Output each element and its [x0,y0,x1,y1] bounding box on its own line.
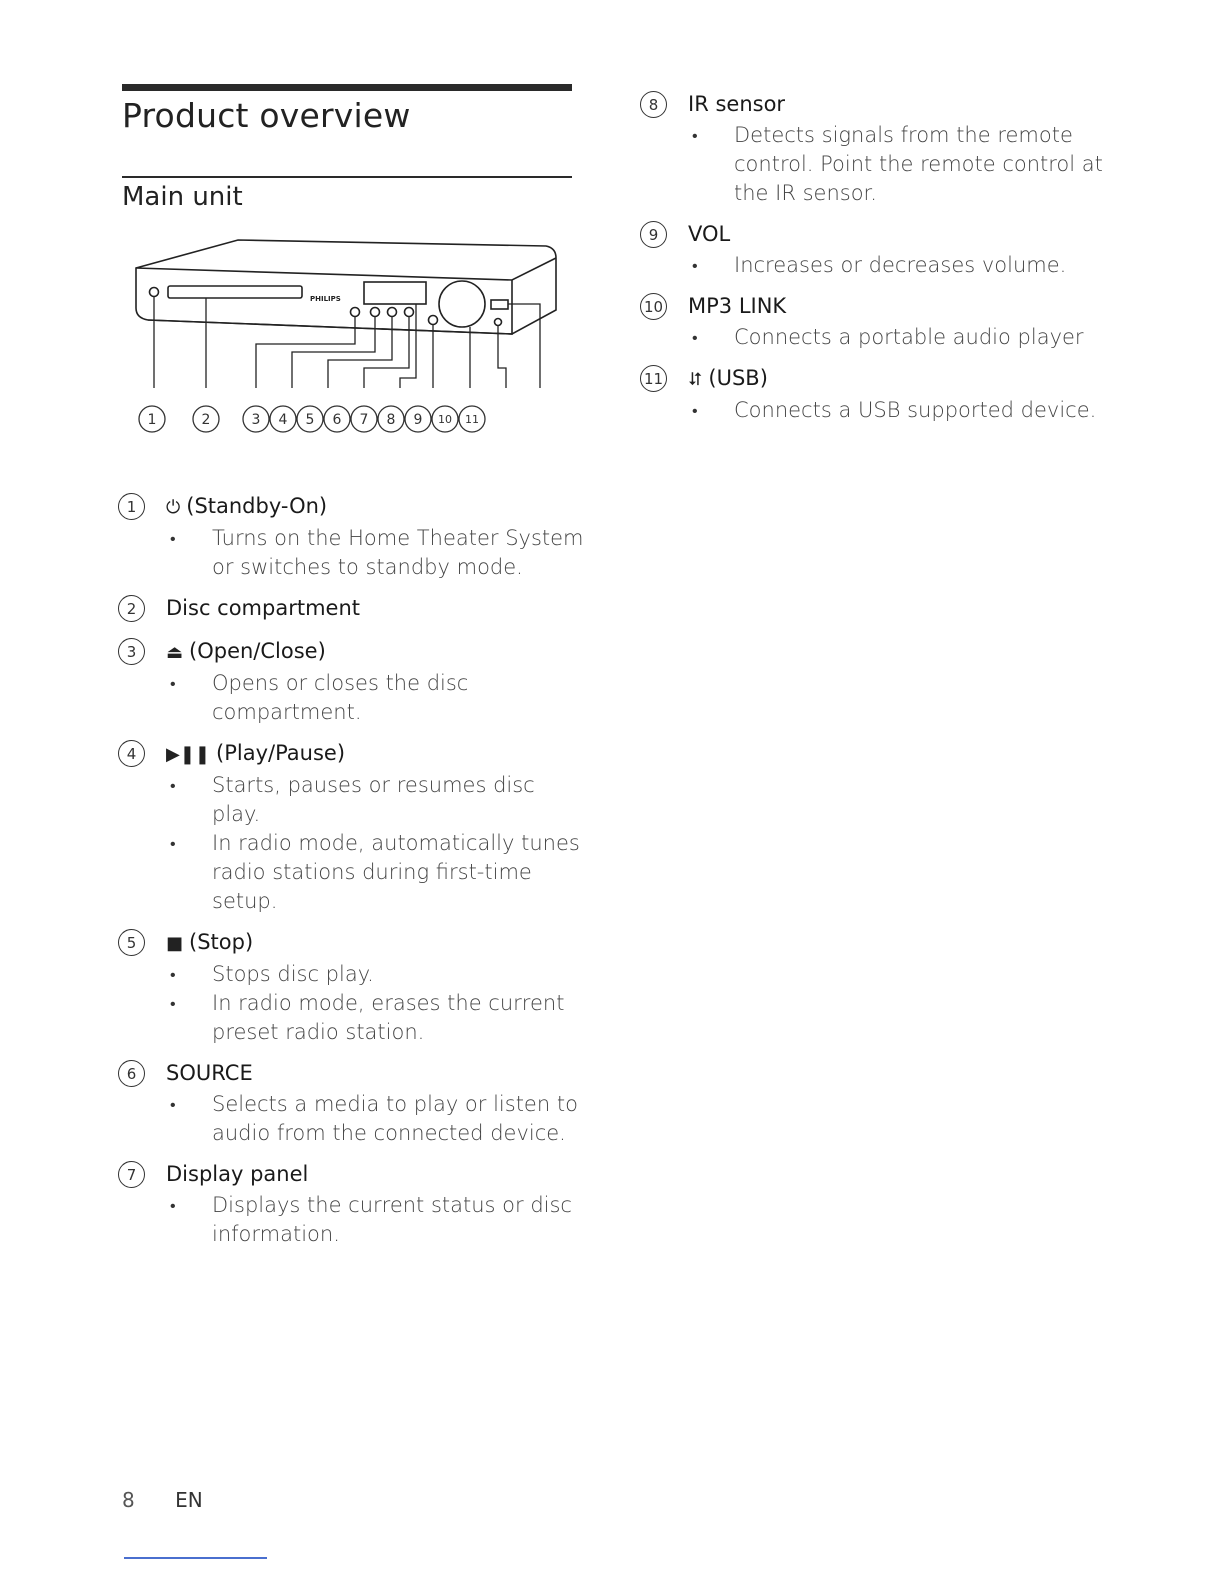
callout-8-label: 8 [386,412,396,428]
item-title-row [688,88,1110,121]
main-unit-diagram [128,228,568,448]
bullet-text: • Selects a media to play or listen to audio from the connected device. [166,1090,588,1148]
callout-6 [324,406,350,432]
bullet-text: • Stops disc play. [166,960,588,989]
control-button-1 [351,308,360,317]
page-title: Product overview [122,96,411,135]
play-pause-icon: ▶❚❚ [166,744,211,765]
feature-item-4 [118,737,588,916]
bullet-text: • Connects a portable audio player [688,323,1110,352]
feature-item-7 [118,1158,588,1249]
callout-4 [270,406,296,432]
item-title-row [166,737,588,771]
callout-5-label: 5 [305,412,315,428]
title-rule [122,84,572,91]
item-title: Display panel [166,1162,309,1186]
disc-slot [168,286,302,298]
item-title-row [166,1057,588,1090]
callout-3-label: 3 [251,412,261,428]
item-title-row [166,490,588,524]
bullet-text: • Connects a USB supported device. [688,396,1110,425]
bottom-link-underline [124,1557,267,1559]
callout-7 [351,406,377,432]
item-bullets [688,251,1110,280]
item-bullets [166,669,588,727]
callout-8 [378,406,404,432]
callout-3 [243,406,269,432]
feature-item-2 [118,592,588,625]
feature-item-9 [640,218,1110,280]
control-button-3 [388,308,397,317]
control-button-2 [371,308,380,317]
bullet-text: • Displays the current status or disc information. [166,1191,588,1249]
page-number: 8 [122,1488,135,1512]
brand-label: PHILIPS [310,295,341,303]
bullet-text: • Starts, pauses or resumes disc play. [166,771,588,829]
item-title: (Open/Close) [189,639,326,663]
bullet-text: • Turns on the Home Theater System or switches to standby mode. [166,524,588,582]
feature-item-11 [640,362,1110,425]
item-bullets [166,1191,588,1249]
item-title: (Standby-On) [186,494,328,518]
bullet-text: • Increases or decreases volume. [688,251,1110,280]
display-panel-shape [364,282,426,304]
callout-2 [193,406,219,432]
item-number-badge: 3 [118,638,145,665]
item-title-row [166,592,588,625]
feature-item-5 [118,926,588,1047]
callout-5 [297,406,323,432]
item-number-badge: 9 [640,221,667,248]
volume-knob-shape [439,281,485,327]
item-title: VOL [688,222,731,246]
feature-item-3 [118,635,588,727]
item-title: MP3 LINK [688,294,787,318]
standby-button-shape [150,288,159,297]
callout-4-label: 4 [278,412,288,428]
item-title: (Stop) [189,930,254,954]
ir-sensor-shape [429,316,438,325]
item-title: Disc compartment [166,596,361,620]
item-number-badge: 6 [118,1060,145,1087]
item-title-row [688,362,1110,396]
callout-1 [139,406,165,432]
item-title: (USB) [708,366,768,390]
bullet-text: • In radio mode, erases the current preset radio station. [166,989,588,1047]
item-number-badge: 4 [118,740,145,767]
stop-icon: ■ [166,933,184,954]
item-bullets [688,396,1110,425]
item-bullets [166,960,588,1047]
item-number-badge: 11 [640,365,667,392]
control-button-4 [405,308,414,317]
callout-10-label: 10 [438,413,452,426]
unit-front-edge [136,258,556,280]
item-bullets [166,524,588,582]
item-number-badge: 7 [118,1161,145,1188]
power-icon: ⏻ [166,497,181,518]
item-title-row [166,635,588,669]
item-title: (Play/Pause) [216,741,346,765]
feature-item-1 [118,490,588,582]
eject-icon: ⏏ [166,642,184,663]
bullet-text: • Detects signals from the remote control. Point the remote control at the IR sensor. [688,121,1110,208]
callout-9-label: 9 [413,412,423,428]
feature-item-6 [118,1057,588,1148]
feature-item-8 [640,88,1110,208]
section-rule [122,176,572,178]
item-title-row [166,1158,588,1191]
usb-icon: ⮃ [688,369,703,390]
item-title-row [688,290,1110,323]
bullet-text: • In radio mode, automatically tunes radio stations during first-time setup. [166,829,588,916]
item-bullets [166,771,588,916]
callout-11 [459,406,485,432]
usb-port-shape [491,300,508,309]
item-title: SOURCE [166,1061,253,1085]
item-number-badge: 1 [118,493,145,520]
item-title-row [166,926,588,960]
unit-outline [136,240,556,334]
page-footer [122,1488,203,1512]
callout-6-label: 6 [332,412,342,428]
callout-11-label: 11 [465,413,479,426]
item-bullets [688,323,1110,352]
callout-2-label: 2 [201,412,211,428]
callout-1-label: 1 [147,412,157,428]
item-title-row [688,218,1110,251]
feature-list-left [118,490,588,1259]
item-number-badge: 8 [640,91,667,118]
item-number-badge: 10 [640,293,667,320]
section-title: Main unit [122,182,243,212]
item-number-badge: 5 [118,929,145,956]
mp3-jack-shape [495,319,502,326]
feature-list-right [640,88,1110,435]
feature-item-10 [640,290,1110,352]
callout-10 [432,406,458,432]
language-code: EN [175,1488,203,1512]
bullet-text: • Opens or closes the disc compartment. [166,669,588,727]
item-bullets [166,1090,588,1148]
callout-9 [405,406,431,432]
callout-7-label: 7 [359,412,369,428]
item-number-badge: 2 [118,595,145,622]
item-title: IR sensor [688,92,786,116]
item-bullets [688,121,1110,208]
